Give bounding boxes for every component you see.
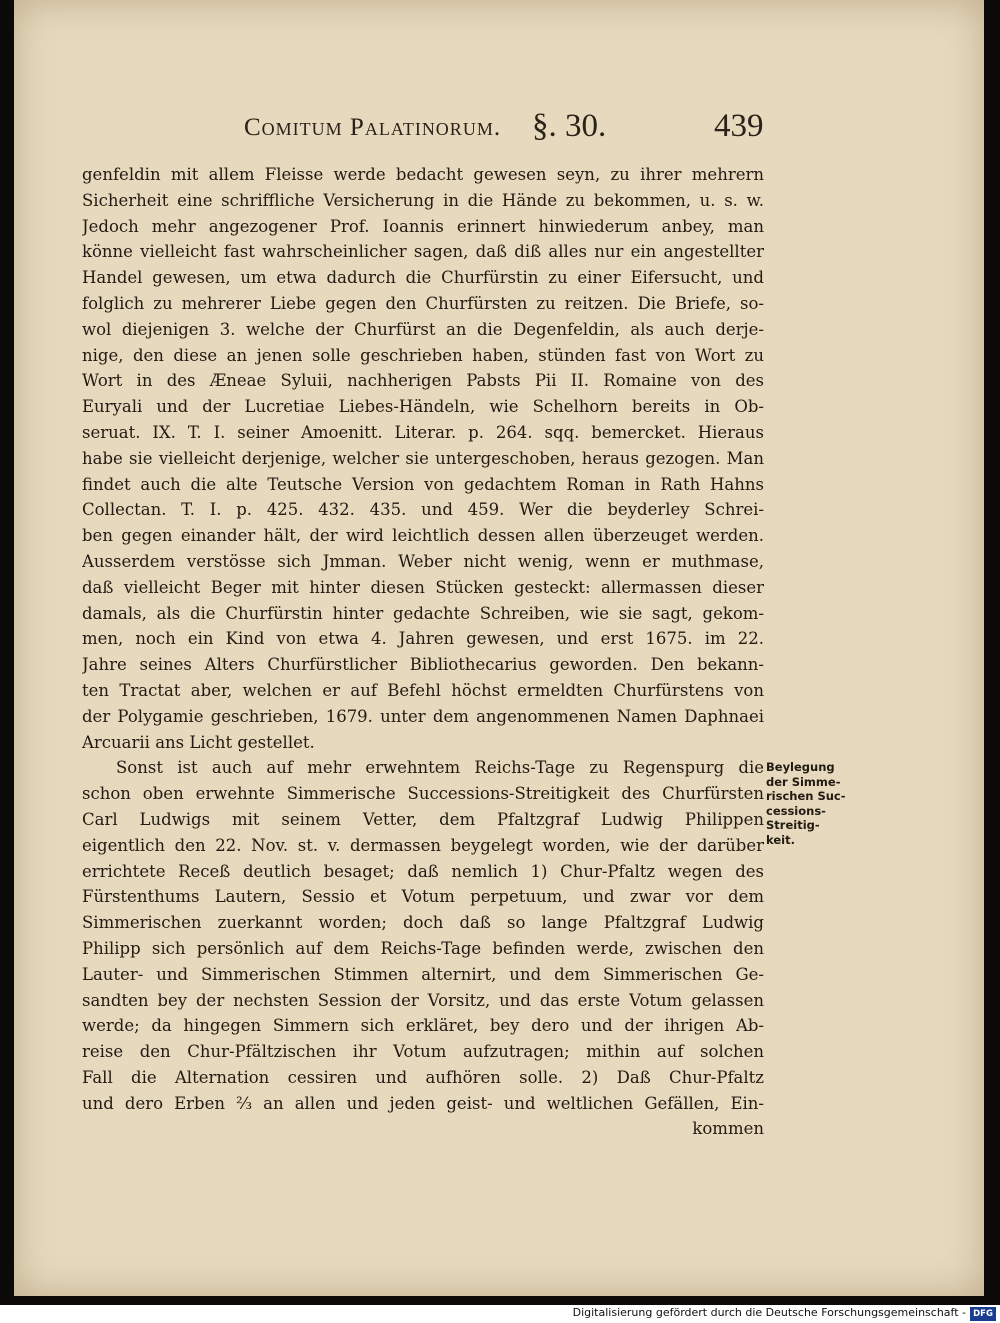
text-line: schon oben erwehnte Simmerische Successions-Streitigkeit des Churfürsten: [82, 784, 764, 804]
marginal-note-line: rischen Suc-: [766, 789, 846, 803]
text-line: Collectan. T. I. p. 425. 432. 435. und 459. Wer die beyderley Schrei-: [82, 500, 764, 520]
text-line: ben gegen einander hält, der wird leichtlich dessen allen überzeuget werden.: [82, 526, 764, 546]
text-line: Fall die Alternation cessiren und aufhören solle. 2) Daß Chur-Pfaltz: [82, 1067, 764, 1087]
text-line: wol diejenigen 3. welche der Churfürst an die Degenfeldin, als auch derje-: [82, 319, 764, 339]
marginal-note-line: Streitig-: [766, 818, 820, 832]
running-title: Comitum Palatinorum.: [244, 114, 502, 141]
text-line: seruat. IX. T. I. seiner Amoenitt. Literar. p. 264. sqq. bemercket. Hieraus: [82, 422, 764, 442]
marginal-note-line: der Simme-: [766, 774, 841, 789]
text-line: Philipp sich persönlich auf dem Reichs-Tage befinden werde, zwischen den: [82, 938, 764, 958]
text-line: damals, als die Churfürstin hinter gedachte Schreiben, wie sie sagt, gekom-: [82, 603, 764, 623]
text-line: Fürstenthums Lautern, Sessio et Votum perpetuum, und zwar vor dem: [82, 887, 764, 907]
text-line: und dero Erben ⅔ an allen und jeden geist- und weltlichen Gefällen, Ein-: [82, 1093, 764, 1113]
text-line: Wort in des Æneae Syluii, nachherigen Pabsts Pii II. Romaine von des: [82, 371, 764, 391]
text-line: folglich zu mehrerer Liebe gegen den Churfürsten zu reitzen. Die Briefe, so-: [82, 293, 764, 313]
text-line: kommen: [692, 1119, 764, 1139]
dfg-logo: DFG: [970, 1307, 996, 1321]
text-line: Handel gewesen, um etwa dadurch die Churfürstin zu einer Eifersucht, und: [82, 268, 764, 288]
footer-bar: [0, 1305, 1000, 1323]
text-line: der Polygamie geschrieben, 1679. unter dem angenommenen Namen Daphnaei: [82, 706, 764, 726]
text-line: Jedoch mehr angezogener Prof. Ioannis erinnert hinwiederum anbey, man: [82, 216, 764, 236]
text-line: Ausserdem verstösse sich Jmman. Weber nicht wenig, wenn er muthmase,: [82, 551, 764, 571]
text-line: nige, den diese an jenen solle geschrieben haben, stünden fast von Wort zu: [82, 345, 764, 365]
marginal-note-line: keit.: [766, 832, 795, 847]
text-line: daß vielleicht Beger mit hinter diesen Stücken gesteckt: allermassen dieser: [82, 577, 764, 597]
section-number: §. 30.: [532, 108, 607, 144]
page-header: [14, 106, 984, 156]
text-line: Lauter- und Simmerischen Stimmen alternirt, und dem Simmerischen Ge-: [82, 964, 764, 984]
page-number: 439: [714, 108, 764, 144]
marginal-note: [766, 760, 856, 847]
text-line: sandten bey der nechsten Session der Vorsitz, und das erste Votum gelassen: [82, 990, 764, 1010]
text-line: Jahre seines Alters Churfürstlicher Bibliothecarius geworden. Den bekann-: [82, 655, 764, 675]
text-line: Carl Ludwigs mit seinem Vetter, dem Pfaltzgraf Ludwig Philippen: [82, 809, 764, 829]
text-line: ten Tractat aber, welchen er auf Befehl höchst ermeldten Churfürstens von: [82, 680, 764, 700]
book-page: [14, 0, 984, 1296]
body-text: [82, 162, 764, 1142]
text-line: men, noch ein Kind von etwa 4. Jahren gewesen, und erst 1675. im 22.: [82, 629, 764, 649]
text-line: Simmerischen zuerkannt worden; doch daß so lange Pfaltzgraf Ludwig: [82, 913, 764, 933]
text-line: könne vielleicht fast wahrscheinlicher sagen, daß diß alles nur ein angestellter: [82, 242, 764, 262]
text-line: Arcuarii ans Licht gestellet.: [82, 732, 315, 752]
text-line: genfeldin mit allem Fleisse werde bedacht gewesen seyn, zu ihrer mehrern: [82, 165, 764, 184]
text-line: errichtete Receß deutlich besaget; daß nemlich 1) Chur-Pfaltz wegen des: [82, 861, 764, 881]
text-line: Sicherheit eine schriffliche Versicherung in die Hände zu bekommen, u. s. w.: [82, 190, 764, 210]
text-line: eigentlich den 22. Nov. st. v. dermassen beygelegt worden, wie der darüber: [82, 835, 764, 855]
text-line: habe sie vielleicht derjenige, welcher sie untergeschoben, heraus gezogen. Man: [82, 448, 764, 468]
text-line: reise den Chur-Pfältzischen ihr Votum aufzutragen; mithin auf solchen: [82, 1042, 764, 1062]
marginal-note-line: Beylegung: [766, 760, 835, 774]
text-line: Sonst ist auch auf mehr erwehntem Reichs-Tage zu Regenspurg die: [116, 758, 764, 778]
footer-credit: Digitalisierung gefördert durch die Deutsche Forschungsgemeinschaft -: [572, 1306, 966, 1319]
text-line: werde; da hingegen Simmern sich erkläret, bey dero und der ihrigen Ab-: [82, 1016, 764, 1036]
text-line: findet auch die alte Teutsche Version von gedachtem Roman in Rath Hahns: [82, 474, 764, 494]
text-line: Euryali und der Lucretiae Liebes-Händeln, wie Schelhorn bereits in Ob-: [82, 397, 764, 417]
marginal-note-line: cessions-: [766, 803, 826, 818]
